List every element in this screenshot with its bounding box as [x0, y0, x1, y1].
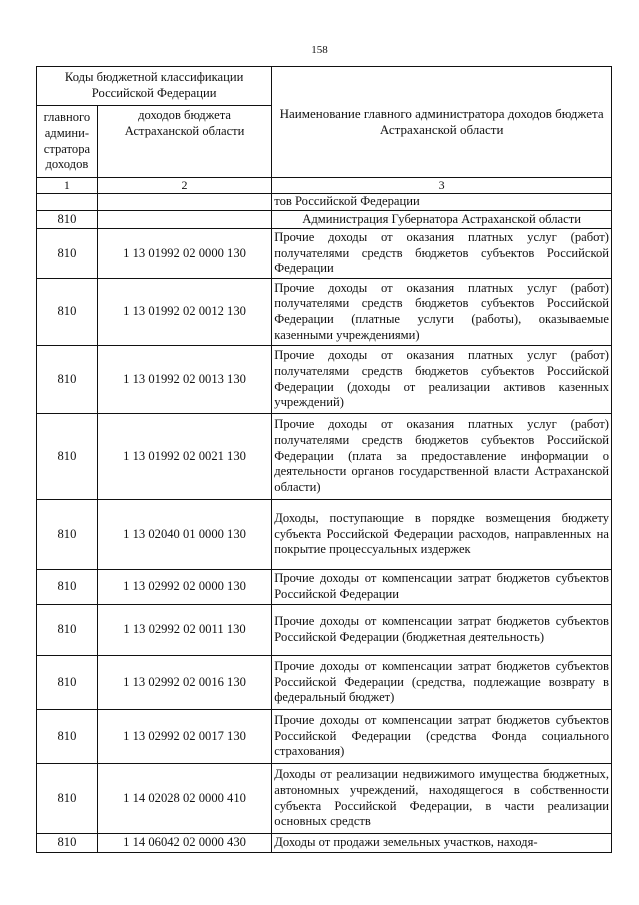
row-name: Прочие доходы от оказания платных услуг (работ) получателями средств бюджетов субъектов Российской Федерации (плата за предоставление информации о деятельности органов государственной власти Астраханской области) [272, 414, 612, 500]
header-group-title: Коды бюджетной классификации Российской Федерации [37, 67, 272, 106]
row-income-code: 1 13 02992 02 0011 130 [97, 605, 271, 656]
table-header-group-row [37, 67, 612, 106]
row-admin-code: 810 [37, 834, 98, 853]
row-income-code: 1 14 06042 02 0000 430 [97, 834, 271, 853]
row-income-code: 1 13 01992 02 0000 130 [97, 229, 271, 279]
row-name: Прочие доходы от оказания платных услуг (работ) получателями средств бюджетов субъектов Российской Федерации [272, 229, 612, 279]
row-admin-code: 810 [37, 414, 98, 500]
row-income-code: 1 13 02992 02 0017 130 [97, 710, 271, 764]
continuation-text: тов Российской Федерации [272, 194, 612, 211]
col-number-3: 3 [272, 178, 612, 194]
row-name: Доходы от продажи земельных участков, находя- [272, 834, 612, 853]
table-row [37, 500, 612, 570]
row-income-code: 1 13 02992 02 0000 130 [97, 570, 271, 605]
table-row [37, 346, 612, 414]
row-admin-code: 810 [37, 500, 98, 570]
admin-code: 810 [37, 211, 98, 229]
row-name: Прочие доходы от компенсации затрат бюджетов субъектов Российской Федерации (средства Фонда социального страхования) [272, 710, 612, 764]
row-admin-code: 810 [37, 229, 98, 279]
row-admin-code: 810 [37, 656, 98, 710]
table-row [37, 570, 612, 605]
row-income-code: 1 13 02040 01 0000 130 [97, 500, 271, 570]
row-income-code: 1 13 01992 02 0013 130 [97, 346, 271, 414]
admin-name: Администрация Губернатора Астраханской области [272, 211, 612, 229]
header-col3: Наименование главного администратора доходов бюджета Астраханской области [272, 67, 612, 178]
row-admin-code: 810 [37, 279, 98, 346]
header-col2: доходов бюджета Астраханской области [97, 106, 271, 178]
header-col1: главного админи-стратора доходов [37, 106, 98, 178]
row-admin-code: 810 [37, 570, 98, 605]
row-name: Прочие доходы от оказания платных услуг (работ) получателями средств бюджетов субъектов Российской Федерации (доходы от реализации активов казенных учреждений) [272, 346, 612, 414]
table-row [37, 834, 612, 853]
col-number-1: 1 [37, 178, 98, 194]
table-row [37, 764, 612, 834]
row-name: Доходы от реализации недвижимого имущества бюджетных, автономных учреждений, находящегося в собственности субъекта Российской Федерации, в части реализации основных средств [272, 764, 612, 834]
row-name: Доходы, поступающие в порядке возмещения бюджету субъекта Российской Федерации расходов, направленных на покрытие процессуальных издержек [272, 500, 612, 570]
row-income-code: 1 14 02028 02 0000 410 [97, 764, 271, 834]
table-row [37, 656, 612, 710]
continuation-row [37, 194, 612, 211]
row-name: Прочие доходы от компенсации затрат бюджетов субъектов Российской Федерации (бюджетная деятельность) [272, 605, 612, 656]
row-admin-code: 810 [37, 346, 98, 414]
admin-row [37, 211, 612, 229]
row-income-code: 1 13 01992 02 0021 130 [97, 414, 271, 500]
col-number-2: 2 [97, 178, 271, 194]
row-name: Прочие доходы от оказания платных услуг (работ) получателями средств бюджетов субъектов Российской Федерации (платные услуги (работы), оказываемые казенными учреждениями) [272, 279, 612, 346]
row-name: Прочие доходы от компенсации затрат бюджетов субъектов Российской Федерации [272, 570, 612, 605]
table-row [37, 414, 612, 500]
column-numbers-row [37, 178, 612, 194]
budget-classification-table [36, 66, 612, 853]
row-name: Прочие доходы от компенсации затрат бюджетов субъектов Российской Федерации (средства, подлежащие возврату в федеральный бюджет) [272, 656, 612, 710]
row-income-code: 1 13 01992 02 0012 130 [97, 279, 271, 346]
row-admin-code: 810 [37, 605, 98, 656]
table-row [37, 279, 612, 346]
table-row [37, 229, 612, 279]
page-number: 158 [311, 44, 328, 56]
row-admin-code: 810 [37, 764, 98, 834]
table-row [37, 605, 612, 656]
table-row [37, 710, 612, 764]
row-income-code: 1 13 02992 02 0016 130 [97, 656, 271, 710]
row-admin-code: 810 [37, 710, 98, 764]
